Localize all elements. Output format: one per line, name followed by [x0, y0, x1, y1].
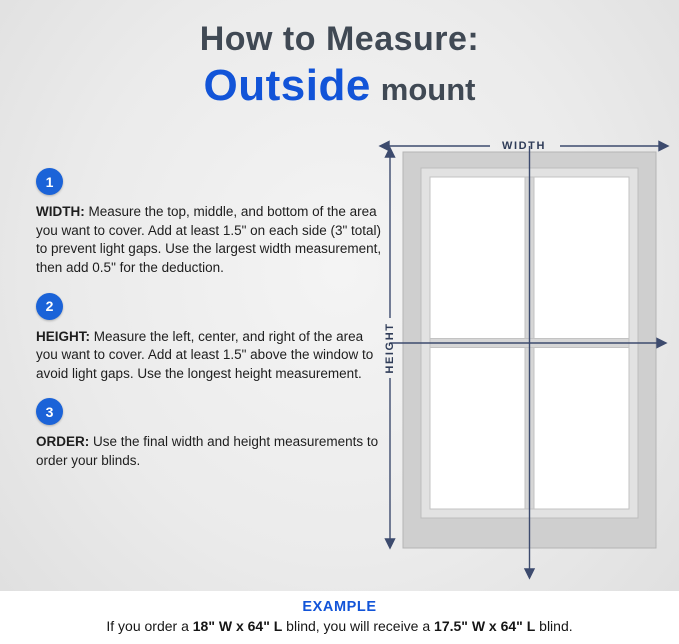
title-line-1: How to Measure:	[199, 20, 480, 58]
step-3-text	[36, 433, 384, 470]
height-label: HEIGHT	[384, 322, 396, 374]
page-title	[0, 20, 679, 112]
step-2-body: Measure the left, center, and right of the area you want to cover. Add at least 1.5" above the window to avoid light gaps. Use the longest height measurement.	[36, 328, 374, 381]
step-1-text	[36, 203, 384, 278]
height-arrowhead-bottom-icon	[386, 539, 395, 548]
step-1	[36, 168, 384, 278]
vertical-arrowhead-bottom-icon	[525, 569, 534, 578]
steps-list	[36, 168, 384, 486]
title-line-2	[0, 61, 679, 112]
window-illustration	[378, 132, 670, 584]
step-2-text	[36, 328, 384, 384]
example-size-ordered: 18" W x 64" L	[192, 618, 283, 634]
width-arrowhead-right-icon	[659, 142, 668, 151]
example-text	[0, 618, 679, 634]
window-measurement-diagram	[378, 132, 670, 584]
step-3	[36, 398, 384, 470]
step-1-body: Measure the top, middle, and bottom of the area you want to cover. Add at least 1.5" on each side (3" total) to prevent light gaps. Use the largest width measurement, then add 0.5" for the deduction.	[36, 204, 382, 275]
step-2-label: HEIGHT:	[36, 328, 90, 344]
title-highlight: Outside	[203, 61, 371, 111]
step-3-number-badge: 3	[36, 398, 63, 425]
width-arrowhead-left-icon	[380, 142, 389, 151]
width-label: WIDTH	[501, 140, 547, 152]
example-prefix: If you order a	[106, 618, 193, 634]
step-3-label: ORDER:	[36, 434, 90, 450]
step-2-number-badge: 2	[36, 293, 63, 320]
example-heading: EXAMPLE	[302, 599, 377, 615]
title-suffix: mount	[380, 72, 476, 108]
step-1-label: WIDTH:	[36, 204, 85, 219]
example-middle: blind, you will receive a	[282, 618, 435, 634]
example-footer	[0, 591, 679, 644]
step-1-number-badge: 1	[36, 168, 63, 195]
example-suffix: blind.	[535, 618, 573, 634]
example-size-received: 17.5" W x 64" L	[434, 618, 536, 634]
step-3-body: Use the final width and height measurements to order your blinds.	[36, 434, 379, 468]
horizontal-arrowhead-right-icon	[657, 339, 666, 348]
step-2	[36, 293, 384, 384]
